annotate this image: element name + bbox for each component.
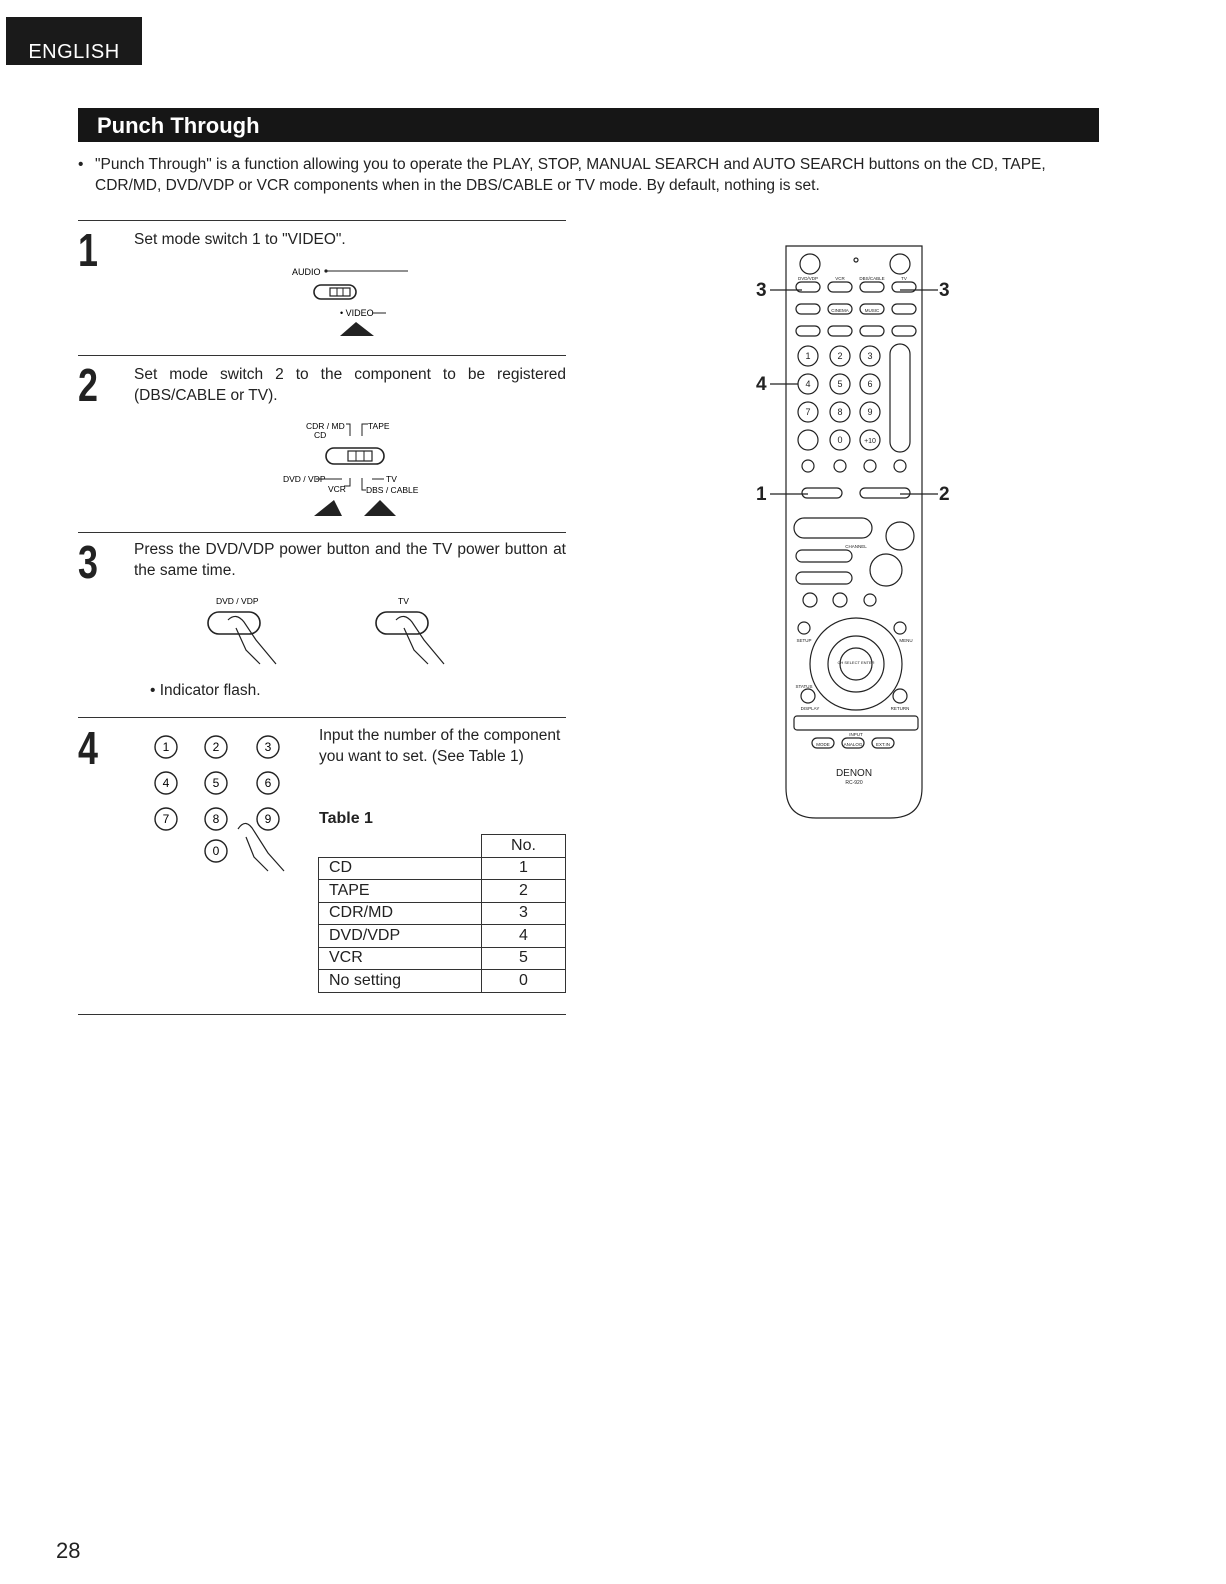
step-2-number: 2	[78, 359, 98, 411]
mode-switch-2	[326, 448, 384, 464]
step-divider	[78, 532, 566, 533]
dvd-vdp-power-button	[208, 612, 260, 634]
step-1-number: 1	[78, 224, 98, 276]
remote-label-display: DISPLAY	[800, 706, 820, 711]
table-row	[319, 947, 566, 970]
label-video: • VIDEO	[340, 308, 374, 318]
hand-icon	[238, 823, 284, 871]
intro-paragraph	[78, 154, 1108, 196]
key-8-label: 8	[212, 812, 220, 826]
remote-label-tv: TV	[901, 276, 907, 281]
label-cd: CD	[314, 430, 327, 440]
table-1	[318, 834, 566, 993]
component-cell: DVD/VDP	[319, 925, 482, 948]
remote-key-3: 3	[867, 351, 873, 361]
callout-3-left: 3	[756, 280, 767, 301]
remote-volume-rocker	[890, 344, 910, 452]
table-row	[319, 880, 566, 903]
callout-3-right: 3	[939, 280, 950, 301]
number-cell: 2	[482, 880, 566, 903]
intro-bullet: •	[78, 156, 84, 173]
label-cdr-md: CDR / MD	[306, 421, 345, 431]
remote-power-left-button	[800, 254, 820, 274]
language-tab: ENGLISH	[6, 17, 142, 65]
indicator-note: • Indicator flash.	[150, 682, 261, 699]
mode-switch-1-figure	[280, 260, 420, 344]
key-3-label: 3	[264, 740, 272, 754]
remote-label-dbs-cable: DBS/CABLE	[859, 276, 885, 281]
remote-control-illustration	[750, 240, 960, 825]
remote-label-setup: SETUP	[796, 638, 812, 643]
section-end-rule	[78, 1014, 566, 1015]
remote-label-vcr: VCR	[835, 276, 845, 281]
callout-1: 1	[756, 484, 767, 505]
page-number: 28	[56, 1538, 81, 1563]
key-5-label: 5	[212, 776, 220, 790]
label-vcr: VCR	[328, 484, 346, 494]
label-dbs-cable: DBS / CABLE	[366, 485, 419, 495]
step-4-number: 4	[78, 722, 98, 774]
remote-key-7: 7	[805, 407, 811, 417]
remote-label-ext-in: EXT.IN	[875, 742, 891, 747]
remote-label-menu: MENU	[899, 638, 913, 643]
label-tv-power: TV	[398, 596, 409, 606]
arrow-icon	[364, 500, 396, 516]
remote-label-cinema: CINEMA	[831, 308, 849, 313]
step-divider	[78, 355, 566, 356]
label-dvd-vdp-power: DVD / VDP	[216, 596, 259, 606]
keypad-figure	[150, 733, 290, 873]
table-row	[319, 902, 566, 925]
component-cell: CD	[319, 857, 482, 880]
key-6-label: 6	[264, 776, 272, 790]
label-audio: AUDIO	[292, 267, 321, 277]
remote-label-enter: CH SELECT ENTER	[837, 660, 875, 665]
remote-key-9: 9	[867, 407, 873, 417]
step-divider	[78, 220, 566, 221]
step-4-text: Input the number of the component you want to set. (See Table 1)	[319, 727, 561, 765]
label-dvd-vdp: DVD / VDP	[283, 474, 326, 484]
step-3-text: Press the DVD/VDP power button and the TV power button at the same time.	[134, 541, 566, 579]
step-3-number: 3	[78, 536, 98, 588]
remote-key-2: 2	[837, 351, 843, 361]
number-cell: 4	[482, 925, 566, 948]
remote-label-analog: ANALOG	[843, 742, 863, 747]
mode-switch-2-figure	[278, 416, 428, 520]
table-1-title: Table 1	[319, 810, 373, 827]
remote-mode-switch-1	[802, 488, 842, 498]
table-row	[319, 857, 566, 880]
step-2-text: Set mode switch 2 to the component to be registered (DBS/CABLE or TV).	[134, 366, 566, 404]
table-header-cell: No.	[482, 835, 566, 858]
number-cell: 3	[482, 902, 566, 925]
component-cell: TAPE	[319, 880, 482, 903]
number-cell: 5	[482, 947, 566, 970]
section-title: Punch Through	[78, 108, 1099, 142]
intro-text: "Punch Through" is a function allowing you to operate the PLAY, STOP, MANUAL SEARCH and AUTO SEARCH buttons on the CD, TAPE, CDR/MD, DVD/VDP or VCR components when in the DBS/CABLE or TV mode. By default, nothing is set.	[95, 156, 1046, 194]
remote-label-input: INPUT	[849, 732, 863, 737]
remote-label-music: MUSIC	[864, 308, 880, 313]
key-0-label: 0	[212, 844, 220, 858]
label-tv: TV	[386, 474, 397, 484]
callout-4: 4	[756, 374, 767, 395]
remote-key-8: 8	[837, 407, 843, 417]
remote-label-status: STATUS	[795, 684, 813, 689]
remote-key-4: 4	[805, 379, 811, 389]
arrow-icon	[340, 322, 374, 336]
remote-label-mode: MODE	[816, 742, 830, 747]
remote-label-dvd-vdp: DVD/VDP	[797, 276, 819, 281]
table-header-row	[319, 835, 566, 858]
step-1-text: Set mode switch 1 to "VIDEO".	[134, 231, 346, 248]
table-row	[319, 970, 566, 993]
remote-power-right-button	[890, 254, 910, 274]
power-buttons-figure	[200, 592, 460, 672]
callout-2: 2	[939, 484, 950, 505]
key-7-label: 7	[162, 812, 170, 826]
key-9-label: 9	[264, 812, 272, 826]
key-4-label: 4	[162, 776, 170, 790]
hand-icon	[396, 616, 444, 664]
remote-key-6: 6	[867, 379, 873, 389]
arrow-icon	[314, 500, 342, 516]
label-tape: TAPE	[368, 421, 390, 431]
key-2-label: 2	[212, 740, 220, 754]
tv-power-button	[376, 612, 428, 634]
component-cell: VCR	[319, 947, 482, 970]
remote-key-plus10: +10	[864, 438, 876, 445]
remote-label-return: RETURN	[890, 706, 910, 711]
remote-model: RC-920	[845, 780, 863, 786]
remote-key-1: 1	[805, 351, 811, 361]
table-row	[319, 925, 566, 948]
remote-label-channel: CHANNEL	[845, 544, 867, 549]
remote-brand: DENON	[835, 768, 873, 779]
component-cell: No setting	[319, 970, 482, 993]
table-header-cell	[319, 835, 482, 858]
remote-key-5: 5	[837, 379, 843, 389]
number-cell: 0	[482, 970, 566, 993]
remote-mode-switch-2	[860, 488, 910, 498]
hand-icon	[228, 616, 276, 664]
number-cell: 1	[482, 857, 566, 880]
key-1-label: 1	[162, 740, 170, 754]
remote-key-0: 0	[837, 435, 843, 445]
component-cell: CDR/MD	[319, 902, 482, 925]
step-divider	[78, 717, 566, 718]
